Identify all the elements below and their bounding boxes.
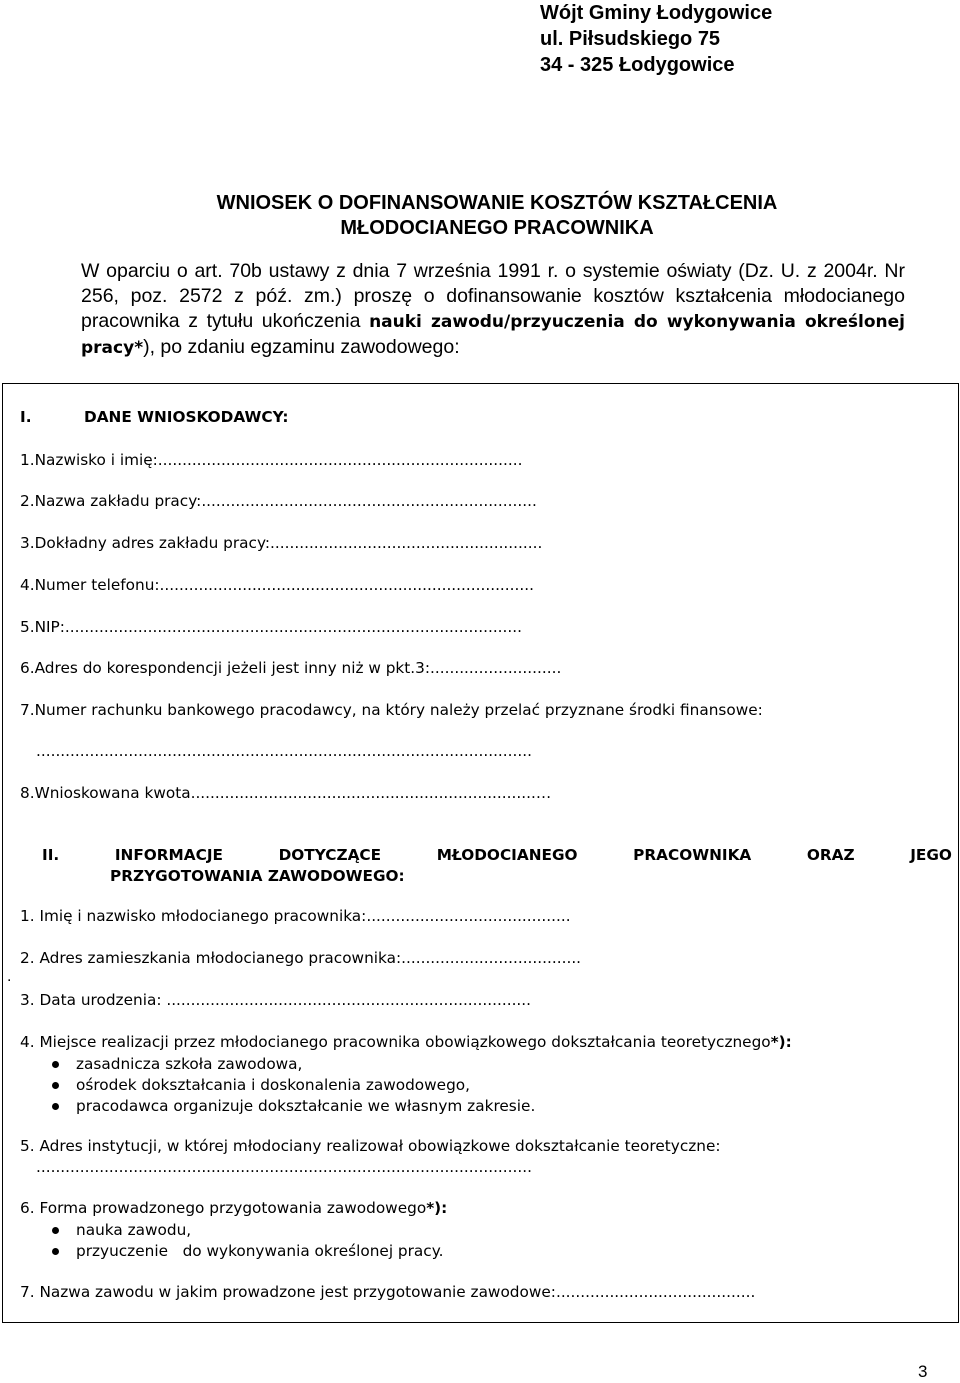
section-2-word: INFORMACJE [114,846,223,864]
intro-star: * [134,338,144,358]
section-2-word: ORAZ [806,846,855,864]
section-2-word: MŁODOCIANEGO [436,846,578,864]
addressee-city: 34 - 325 Łodygowice [540,54,735,76]
section-1-heading [20,408,288,426]
intro-text-2: ), po zdaniu egzaminu zawodowego: [143,336,460,358]
field-company-address[interactable]: 3.Dokładny adres zakładu pracy:........................................................ [20,534,543,552]
question-training-place-suffix: *): [770,1033,792,1051]
question-training-form-label: 6. Forma prowadzonego przygotowania zawodowego [20,1199,427,1217]
stray-dot: . [7,968,12,985]
question-training-place [20,1033,792,1051]
intro-text-1: W oparciu o art. 70b ustawy z dnia 7 września 1991 r. o systemie oświaty (Dz. U. z 2004r. Nr 256, poz. 2572 z póź. zm.) proszę o dofinansowanie kosztów kształcenia młodocianego pracownika z tytułu ukończenia [81,260,905,332]
field-bank-account[interactable]: ...................................................................................................... [36,742,532,760]
section-2-word: JEGO [910,846,952,864]
field-amount[interactable]: 8.Wnioskowana kwota.......................................................................… [20,784,552,802]
field-institution-address[interactable]: ...................................................................................................... [36,1158,532,1176]
field-profession-name[interactable]: 7. Nazwa zawodu w jakim prowadzone jest przygotowanie zawodowe:......................................... [20,1283,756,1301]
field-institution-address-label: 5. Adres instytucji, w której młodociany realizował obowiązkowe dokształcanie teoretyczne: [20,1137,721,1155]
bullet-icon [52,1082,59,1089]
option-job-preparation[interactable] [48,1241,443,1262]
section-2-number: II. [42,846,60,864]
field-young-worker-address[interactable]: 2. Adres zamieszkania młodocianego pracownika:..................................... [20,949,582,967]
intro-bold-text: nauki zawodu/przyuczenia do wykonywania określonej pracy [81,312,905,358]
field-young-worker-name[interactable]: 1. Imię i nazwisko młodocianego pracownika:.......................................... [20,907,571,925]
section-1-number: I. [20,408,32,426]
question-training-form-suffix: *): [426,1199,448,1217]
bullet-icon [52,1103,59,1110]
training-place-options [48,1054,535,1117]
field-correspondence-address[interactable]: 6.Adres do korespondencji jeżeli jest inny niż w pkt.3:........................... [20,659,562,677]
section-1-title: DANE WNIOSKODAWCY: [84,408,289,426]
field-company-name[interactable]: 2.Nazwa zakładu pracy:..................................................................... [20,492,537,510]
section-2-heading [42,845,952,887]
option-label: przyuczenie do wykonywania określonej pracy. [76,1242,444,1260]
question-training-form [20,1199,447,1217]
field-birth-date[interactable]: 3. Data urodzenia: ........................................................................... [20,991,532,1009]
option-label: pracodawca organizuje dokształcanie we własnym zakresie. [76,1097,536,1115]
bullet-icon [52,1227,59,1234]
title-line-1: WNIOSEK O DOFINANSOWANIE KOSZTÓW KSZTAŁCENIA [216,192,778,214]
option-vocational-school[interactable] [48,1054,535,1075]
field-bank-account-label: 7.Numer rachunku bankowego pracodawcy, na który należy przelać przyznane środki finansowe: [20,701,763,719]
addressee-street: ul. Piłsudskiego 75 [540,28,721,50]
option-training-center[interactable] [48,1075,535,1096]
question-training-place-label: 4. Miejsce realizacji przez młodocianego pracownika obowiązkowego dokształcania teoretycznego [20,1033,771,1051]
option-label: nauka zawodu, [76,1221,192,1239]
option-employer-organized[interactable] [48,1096,535,1117]
option-label: zasadnicza szkoła zawodowa, [76,1055,303,1073]
training-form-options [48,1220,443,1262]
title-line-2: MŁODOCIANEGO PRACOWNIKA [340,217,654,239]
field-nip[interactable]: 5.NIP:.............................................................................................. [20,618,522,636]
addressee-block [540,0,772,78]
option-label: ośrodek dokształcania i doskonalenia zawodowego, [76,1076,471,1094]
page-number: 3 [918,1362,928,1381]
field-phone[interactable]: 4.Numer telefonu:............................................................................. [20,576,534,594]
bullet-icon [52,1061,59,1068]
document-title [0,191,960,241]
section-2-title-line-2: PRZYGOTOWANIA ZAWODOWEGO: [110,867,405,885]
section-2-word: PRACOWNIKA [633,846,752,864]
bullet-icon [52,1248,59,1255]
field-name[interactable]: 1.Nazwisko i imię:........................................................................... [20,451,523,469]
section-2-word: DOTYCZĄCE [278,846,382,864]
option-vocational-training[interactable] [48,1220,443,1241]
intro-paragraph [81,259,905,361]
addressee-name: Wójt Gminy Łodygowice [540,2,773,24]
